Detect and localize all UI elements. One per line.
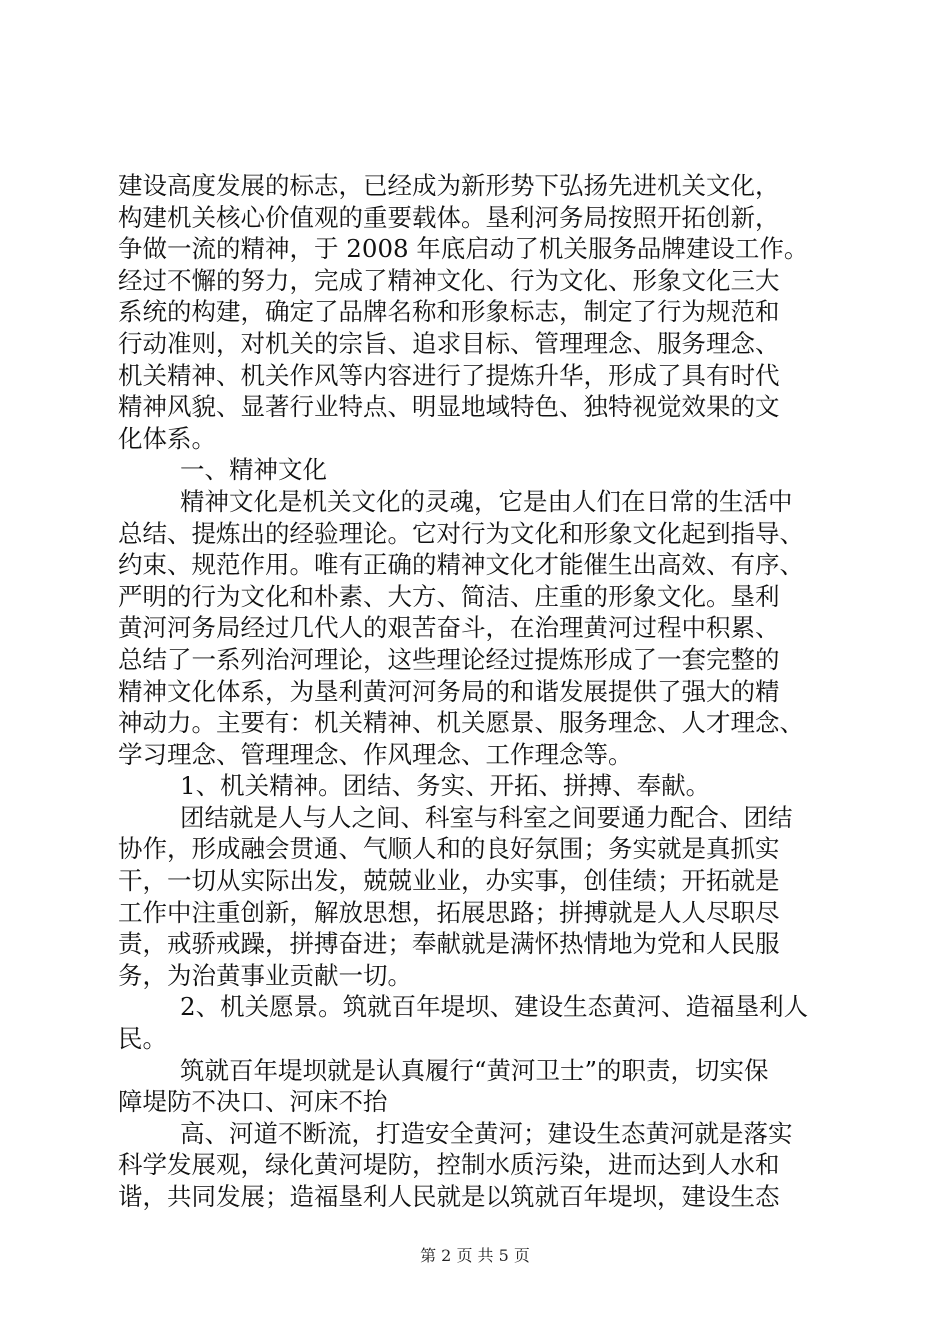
text-line: 精神文化体系，为垦利黄河河务局的和谐发展提供了强大的精 [118, 676, 780, 706]
page-number-footer: 第 2 页 共 5 页 [420, 1246, 530, 1265]
subsection-heading: 2、机关愿景。筑就百年堤坝、建设生态黄河、造福垦利人 [180, 992, 809, 1022]
text-line: 高、河道不断流，打造安全黄河；建设生态黄河就是落实 [180, 1118, 793, 1148]
text-line: 机关精神、机关作风等内容进行了提炼升华，形成了具有时代 [118, 360, 780, 390]
text-line: 民。 [118, 1024, 167, 1054]
text-line: 障堤防不决口、河床不抬 [118, 1087, 388, 1117]
text-line: 务，为治黄事业贡献一切。 [118, 960, 412, 990]
text-line: 构建机关核心价值观的重要载体。垦利河务局按照开拓创新， [118, 202, 780, 232]
text-line: 工作中注重创新，解放思想，拓展思路；拼搏就是人人尽职尽 [118, 897, 780, 927]
text-line: 精神风貌、显著行业特点、明显地域特色、独特视觉效果的文 [118, 392, 780, 422]
text-line: 黄河河务局经过几代人的艰苦奋斗，在治理黄河过程中积累、 [118, 613, 780, 643]
document-body [118, 170, 838, 1213]
text-line: 系统的构建，确定了品牌名称和形象标志，制定了行为规范和 [118, 297, 780, 327]
text-line: 责，戒骄戒躁，拼搏奋进；奉献就是满怀热情地为党和人民服 [118, 929, 780, 959]
text-line: 筑就百年堤坝就是认真履行“黄河卫士”的职责，切实保 [180, 1055, 769, 1085]
text-line: 经过不懈的努力，完成了精神文化、行为文化、形象文化三大 [118, 265, 780, 295]
text-line: 神动力。主要有：机关精神、机关愿景、服务理念、人才理念、 [118, 708, 804, 738]
text-line: 行动准则，对机关的宗旨、追求目标、管理理念、服务理念、 [118, 328, 780, 358]
text-line: 总结、提炼出的经验理论。它对行为文化和形象文化起到指导、 [118, 518, 804, 548]
text-line: 化体系。 [118, 423, 216, 453]
text-line: 科学发展观，绿化黄河堤防，控制水质污染，进而达到人水和 [118, 1150, 780, 1180]
text-line: 学习理念、管理理念、作风理念、工作理念等。 [118, 739, 633, 769]
text-line: 约束、规范作用。唯有正确的精神文化才能催生出高效、有序、 [118, 550, 804, 580]
text-line: 精神文化是机关文化的灵魂，它是由人们在日常的生活中 [180, 486, 793, 516]
text-line: 总结了一系列治河理论，这些理论经过提炼形成了一套完整的 [118, 644, 780, 674]
text-line: 协作，形成融会贯通、气顺人和的良好氛围；务实就是真抓实 [118, 834, 780, 864]
text-line: 建设高度发展的标志，已经成为新形势下弘扬先进机关文化， [118, 171, 780, 200]
text-line: 严明的行为文化和朴素、大方、简洁、庄重的形象文化。垦利 [118, 581, 780, 611]
text-line: 争做一流的精神，于 2008 年底启动了机关服务品牌建设工作。 [118, 234, 809, 264]
text-line: 团结就是人与人之间、科室与科室之间要通力配合、团结 [180, 802, 793, 832]
subsection-heading: 1、机关精神。团结、务实、开拓、拼搏、奉献。 [180, 771, 711, 801]
section-heading: 一、精神文化 [180, 455, 327, 485]
text-line: 谐，共同发展；造福垦利人民就是以筑就百年堤坝，建设生态 [118, 1182, 780, 1211]
text-line: 干，一切从实际出发，兢兢业业，办实事，创佳绩；开拓就是 [118, 866, 780, 896]
